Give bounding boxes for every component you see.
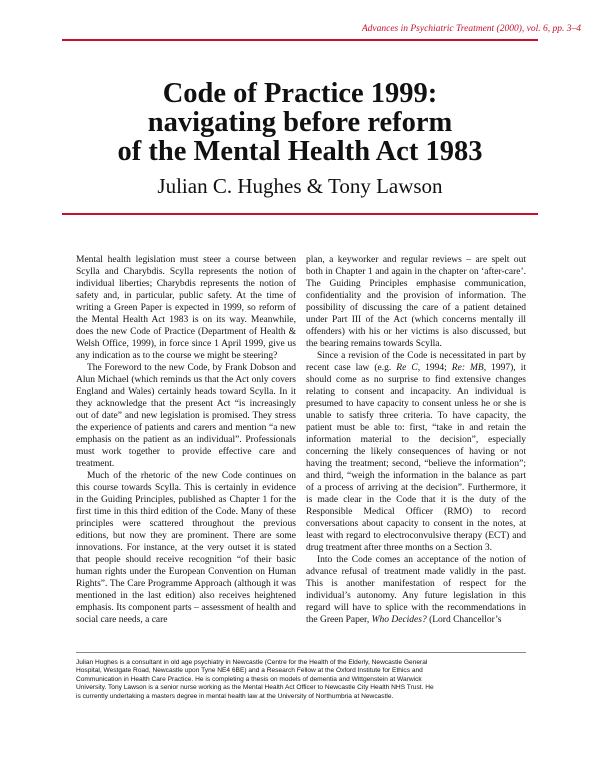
footnote-rule [76,652,526,653]
paragraph: plan, a keyworker and regular reviews – are spelt out both in Chapter 1 and again in the chapter on ‘after-care’. The Guiding Principles emphasise communication, confidentiality and the provision of information. The possibility of discussing the care of a patient detained under Part III of the Act (which concerns mentally ill offenders) with his or her victims is also discussed, but the bearing remains towards Scylla. [306,255,526,349]
paragraph: Much of the rhetoric of the new Code continues on this course towards Scylla. This is certainly in evidence in the Guiding Principles, published as Chapter 1 for the first time in this third edition of the Code. Many of these principles were scattered throughout the previous editions, but now they are prominent. There are some innovations. For instance, at the very outset it is stated that people should receive recognition “of their basic human rights under the European Convention on Human Rights”. The Care Programme Approach (although it was mentioned in the last edition) also receives heightened emphasis. Its component parts – assessment of health and social care needs, a care [76,471,296,625]
text-run: Into the Code comes an acceptance of the notion of advance refusal of treatment made validly in the past. This is another manifestation of respect for the individual’s autonomy. Any future legislation in this regard will have to splice with the recommendations in the Green Paper, [306,555,526,625]
article-title [40,79,560,166]
title-rule [62,213,538,215]
footnote-line: Julian Hughes is a consultant in old age psychiatry in Newcastle (Centre for the Health of the Elderly, Newcastle General [76,659,428,666]
title-line-3: of the Mental Health Act 1983 [117,136,483,167]
title-line-1: Code of Practice 1999: [162,78,438,109]
footnote-line: Hospital, Westgate Road, Newcastle upon Tyne NE4 6BE) and a Research Fellow at the Oxford Institute for Ethics and [76,667,423,675]
paragraph: Mental health legislation must steer a course between Scylla and Charybdis. Scylla represents the notion of individual liberties; Charybdis represents the notion of safety and, in particular, public safety. At the time of writing a Green Paper is expected in 1999, so reform of the Mental Health Act 1983 is on its way. Meanwhile, does the new Code of Practice (Department of Health & Welsh Office, 1999), in force since 1 April 1999, give us any indication as to the course we might be steering? [76,255,296,361]
text-run: , 1994; [417,363,452,373]
green-paper-title: Who Decides? [371,615,427,625]
text-run: (Lord Chancellor’s [426,615,502,625]
footnote-line: University. Tony Lawson is a senior nurse working as the Mental Health Act Officer to Newcastle City Health NHS Trust. He [76,684,434,692]
text-run: , 1997), it should come as no surprise to find extensive changes relating to consent and incapacity. An individual is presumed to have capacity to consent unless he or she is unable to satisfy three criteria. To have capacity, the patient must be able to: first, “take in and retain the information material to the decision”, especially concerning the likely consequences of having or not having the treatment; second, “believe the information”; and third, “weigh the information in the balance as part of a process of arriving at the decision”. Furthermore, it is made clear in the Code that it is the duty of the Responsible Medical Officer (RMO) to record conversations about capacity to consent in the notes, at least with regard to electroconvulsive therapy (ECT) and drug treatment after three months on a Section 3. [306,363,526,553]
paragraph [306,350,526,554]
author-footnote [76,659,526,701]
footnote-line: is currently undertaking a masters degree in mental health law at the University of Northumbria at Newcastle. [76,692,394,700]
paragraph: The Foreword to the new Code, by Frank Dobson and Alun Michael (which reminds us that the Act only covers England and Wales) certainly heads toward Scylla. In it they acknowledge that the present Act “is increasingly out of date” and new legislation is promised. They stress the experience of patients and carers and mention “a new emphasis on the patient as an individual”. Professionals must work together to provide effective care and treatment. [76,363,296,469]
footnote-line: Communication in Health Care Practice. He is completing a thesis on models of dementia and Wittgenstein at Warwick [76,675,422,683]
title-line-2: navigating before reform [147,107,453,138]
case-citation: Re: MB [451,363,484,373]
case-citation: Re C [396,363,418,373]
top-rule [62,39,538,41]
text-run: Since a revision of the Code is necessitated in part by recent case law (e.g. [306,351,526,373]
right-column [306,254,526,626]
left-column [76,254,296,626]
authors: Julian C. Hughes & Tony Lawson [157,174,443,198]
paragraph [306,554,526,626]
journal-citation: Advances in Psychiatric Treatment (2000), vol. 6, pp. 3–4 [361,24,581,34]
